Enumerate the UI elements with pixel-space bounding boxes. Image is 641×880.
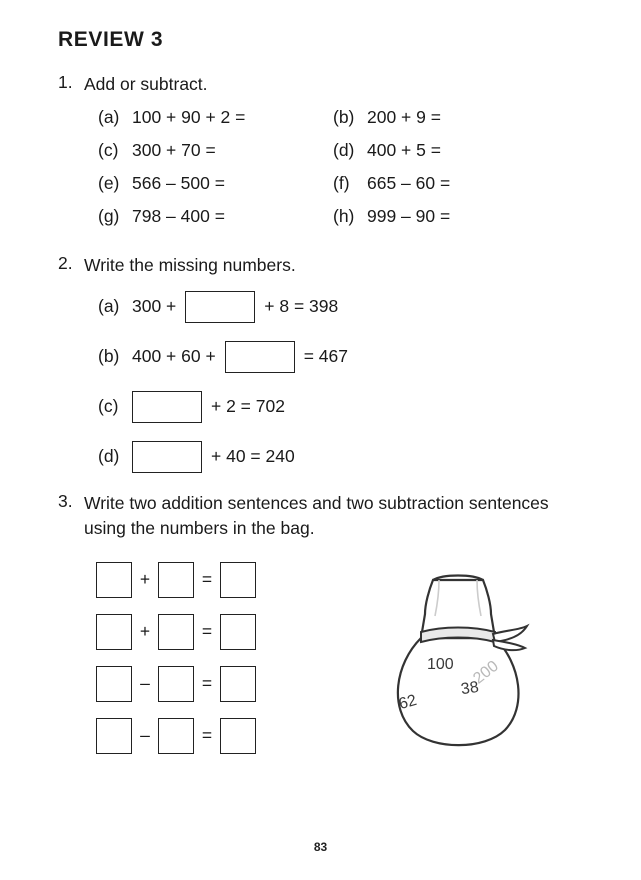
question-1-item-c [98, 140, 333, 161]
equals-symbol: = [201, 569, 213, 589]
question-1-prompt: Add or subtract. [84, 74, 208, 94]
operator-symbol: – [140, 725, 150, 745]
item-label: (a) [98, 107, 120, 128]
question-1-item-e [98, 173, 333, 194]
page-number: 83 [313, 840, 328, 854]
bag-number-100: 100 [427, 655, 454, 673]
question-2-header [58, 253, 595, 278]
item-expression-before: 400 + 60 + [132, 346, 216, 367]
question-3-body [58, 550, 595, 770]
answer-blank[interactable] [158, 666, 194, 702]
question-1-number: 1. [58, 72, 73, 92]
question-3 [58, 491, 595, 770]
item-expression: 798 – 400 = [132, 206, 225, 227]
operator-symbol: – [140, 673, 150, 693]
answer-blank[interactable] [96, 562, 132, 598]
question-2-number: 2. [58, 253, 73, 274]
item-expression-after: + 2 = 702 [211, 396, 285, 417]
item-expression: 100 + 90 + 2 = [132, 107, 246, 128]
item-label: (d) [333, 140, 355, 161]
item-label: (b) [98, 346, 120, 367]
item-label: (b) [333, 107, 355, 128]
item-expression: 300 + 70 = [132, 140, 216, 161]
equals-symbol: = [201, 621, 213, 641]
equals-symbol: = [201, 725, 213, 745]
answer-blank[interactable] [220, 718, 256, 754]
answer-blank[interactable] [158, 614, 194, 650]
question-1-header [58, 72, 595, 97]
answer-blank[interactable] [220, 614, 256, 650]
question-2-item-b [98, 341, 595, 373]
question-3-header [58, 491, 595, 542]
bag-number-200: 200 [470, 657, 502, 688]
question-1-item-d [333, 140, 595, 161]
item-expression-after: + 8 = 398 [264, 296, 339, 317]
item-label: (c) [98, 396, 119, 417]
bag-number-38: 38 [459, 678, 480, 698]
question-1-item-f [333, 173, 595, 194]
question-1-item-h [333, 206, 595, 227]
item-expression-after: = 467 [303, 346, 348, 367]
bag-number-62: 62 [396, 691, 419, 713]
item-label: (d) [98, 446, 120, 467]
answer-blank[interactable] [132, 391, 202, 423]
item-expression: 400 + 5 = [367, 140, 441, 161]
question-1 [58, 72, 595, 227]
money-bag-icon [377, 568, 537, 758]
question-2-prompt: Write the missing numbers. [84, 255, 296, 276]
question-2-items [98, 291, 595, 473]
money-bag-illustration [377, 568, 537, 758]
question-1-item-b [333, 107, 595, 128]
answer-blank[interactable] [96, 718, 132, 754]
question-2-item-a [98, 291, 595, 323]
question-3-number: 3. [58, 490, 73, 511]
item-label: (e) [98, 173, 120, 194]
question-2-item-c [98, 391, 595, 423]
answer-blank[interactable] [185, 291, 255, 323]
answer-blank[interactable] [96, 666, 132, 702]
item-expression-before: 300 + [132, 296, 177, 317]
question-2-item-d [98, 441, 595, 473]
answer-blank[interactable] [220, 666, 256, 702]
answer-blank[interactable] [132, 441, 202, 473]
item-expression: 200 + 9 = [367, 107, 441, 128]
equals-symbol: = [201, 673, 213, 693]
item-label: (c) [98, 140, 119, 161]
item-expression: 999 – 90 = [367, 206, 451, 227]
answer-blank[interactable] [225, 341, 295, 373]
question-2 [58, 253, 595, 472]
item-label: (g) [98, 206, 120, 227]
item-label: (f) [333, 173, 350, 194]
question-3-prompt: Write two addition sentences and two subtraction sentences using the numbers in the bag. [84, 492, 549, 539]
page-title: REVIEW 3 [58, 28, 164, 51]
question-1-items [98, 107, 595, 227]
item-label: (h) [333, 206, 355, 227]
answer-blank[interactable] [158, 718, 194, 754]
answer-blank[interactable] [96, 614, 132, 650]
answer-blank[interactable] [158, 562, 194, 598]
question-1-item-a [98, 107, 333, 128]
item-label: (a) [98, 296, 120, 317]
item-expression-after: + 40 = 240 [211, 446, 295, 467]
item-expression: 566 – 500 = [132, 173, 225, 194]
operator-symbol: + [139, 569, 151, 589]
item-expression: 665 – 60 = [367, 173, 451, 194]
answer-blank[interactable] [220, 562, 256, 598]
operator-symbol: + [139, 621, 151, 641]
question-1-item-g [98, 206, 333, 227]
